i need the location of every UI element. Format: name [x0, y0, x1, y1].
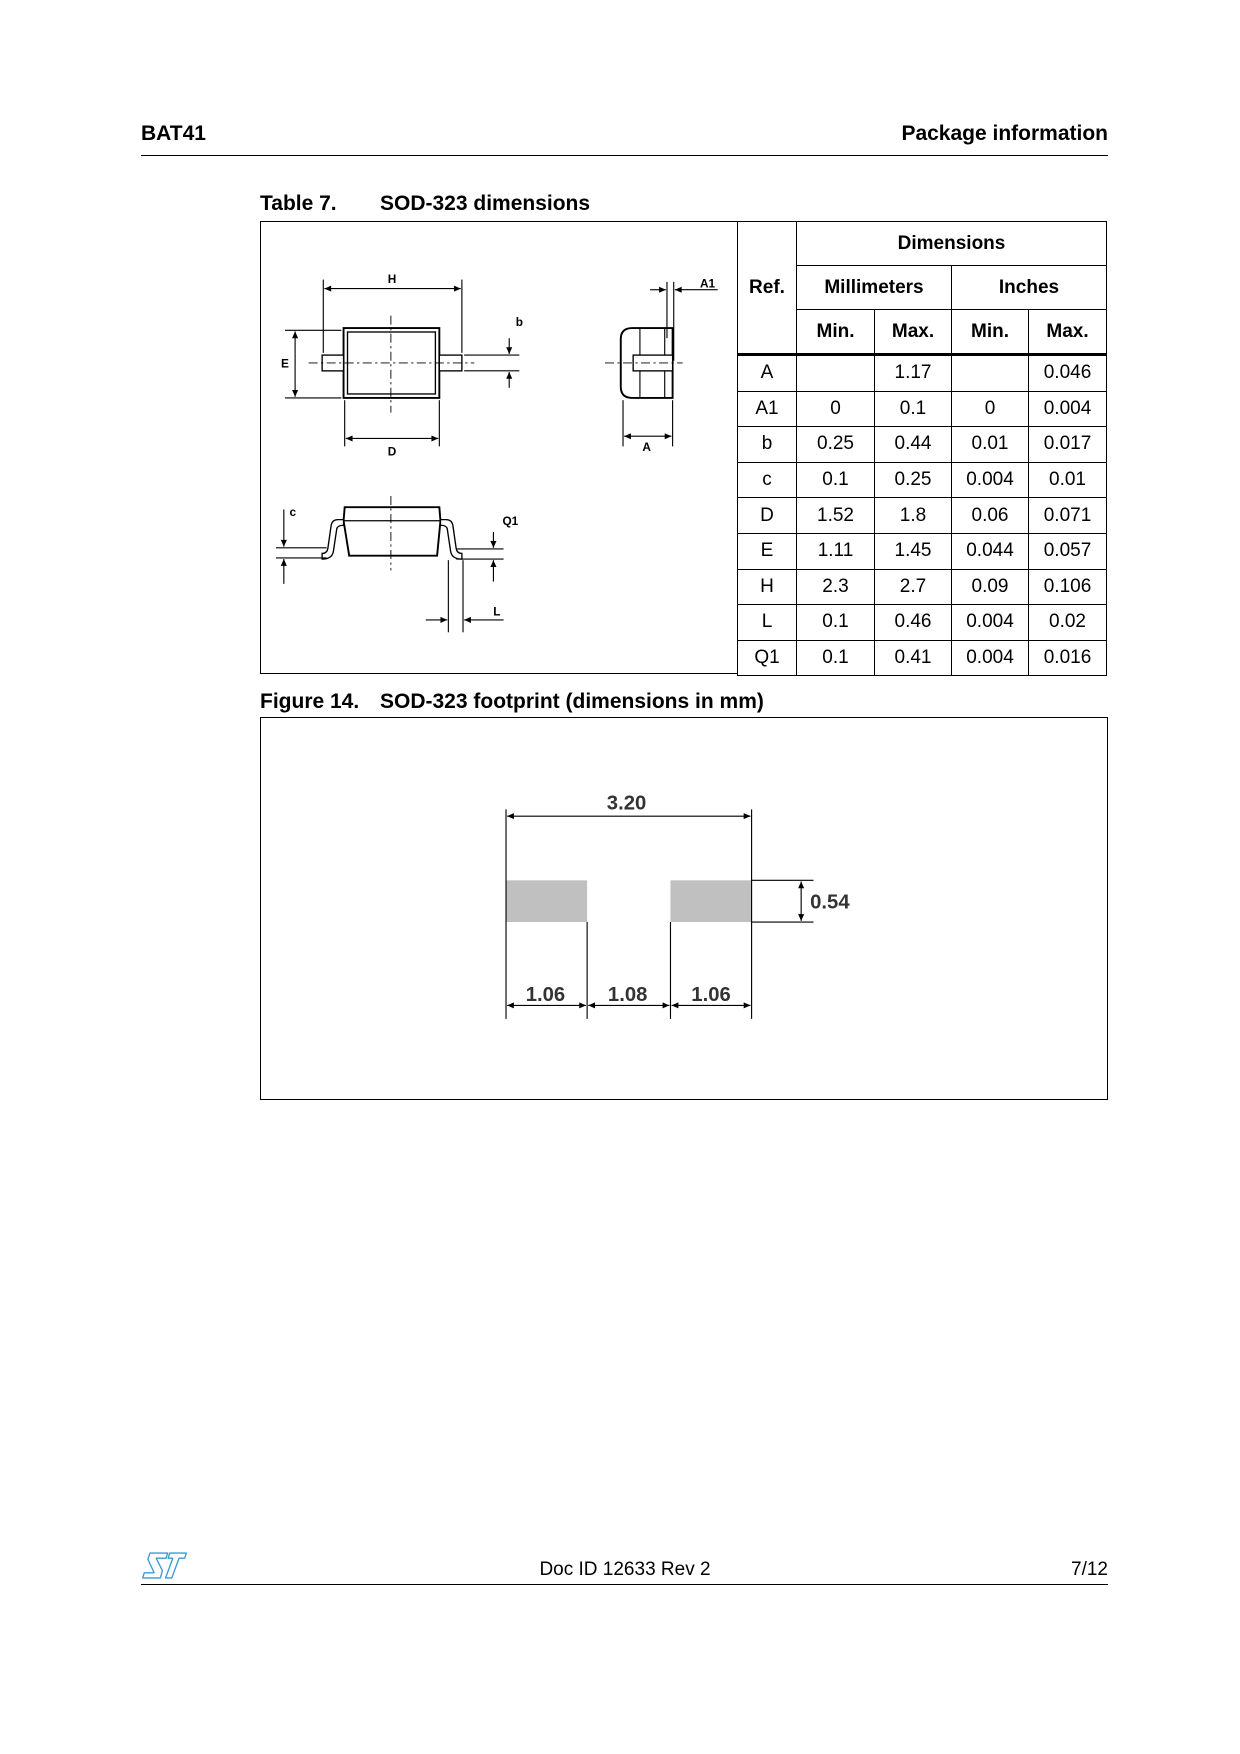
dimensions-header: Dimensions	[797, 222, 1107, 266]
package-drawing	[260, 221, 738, 674]
figure-caption-title: SOD-323 footprint (dimensions in mm)	[380, 690, 764, 713]
label-H: H	[387, 271, 397, 286]
cell-in-max: 0.106	[1029, 569, 1107, 605]
figure-caption-number: Figure 14.	[260, 690, 360, 713]
footprint-figure	[260, 717, 1108, 1100]
cell-mm-max: 2.7	[875, 569, 952, 605]
cell-in-max: 0.057	[1029, 533, 1107, 569]
table-row	[738, 533, 1107, 569]
cell-mm-max: 0.46	[875, 605, 952, 641]
cell-in-max: 0.046	[1029, 355, 1107, 392]
cell-in-min: 0.004	[952, 640, 1029, 676]
millimeters-header: Millimeters	[797, 266, 952, 310]
side-view	[605, 282, 718, 447]
in-max-header: Max.	[1029, 310, 1107, 355]
st-logo	[141, 1552, 188, 1579]
label-D: D	[387, 444, 397, 459]
table-row	[738, 427, 1107, 463]
label-pad-height: 0.54	[810, 891, 850, 914]
cell-in-min: 0	[952, 391, 1029, 427]
gull-wing-lead-right	[440, 520, 461, 559]
cell-mm-max: 0.41	[875, 640, 952, 676]
cell-in-min	[952, 355, 1029, 392]
mm-max-header: Max.	[875, 310, 952, 355]
cell-in-max: 0.017	[1029, 427, 1107, 463]
cell-in-min: 0.044	[952, 533, 1029, 569]
label-pad-left-width: 1.06	[525, 983, 566, 1006]
cell-mm-min: 1.11	[797, 533, 875, 569]
cell-ref: E	[738, 533, 797, 569]
footer-rule	[141, 1584, 1108, 1585]
cell-in-min: 0.01	[952, 427, 1029, 463]
label-pad-right-width: 1.06	[691, 983, 731, 1006]
label-L: L	[493, 604, 501, 619]
cell-mm-min: 0.25	[797, 427, 875, 463]
table-row	[738, 640, 1107, 676]
page-number: 7/12	[1071, 1559, 1108, 1580]
cell-in-min: 0.004	[952, 462, 1029, 498]
cell-ref: A	[738, 355, 797, 392]
cell-ref: c	[738, 462, 797, 498]
document-id: Doc ID 12633 Rev 2	[539, 1559, 711, 1580]
cell-in-max: 0.02	[1029, 605, 1107, 641]
table-row	[738, 605, 1107, 641]
cell-mm-min: 0.1	[797, 462, 875, 498]
cell-mm-min: 0.1	[797, 605, 875, 641]
cell-in-min: 0.06	[952, 498, 1029, 534]
table-header-row	[738, 222, 1107, 266]
label-E: E	[281, 356, 289, 371]
ref-header: Ref.	[738, 222, 797, 355]
cell-ref: A1	[738, 391, 797, 427]
table-caption-number: Table 7.	[260, 192, 337, 215]
label-c: c	[289, 505, 297, 520]
document-part-number: BAT41	[141, 122, 206, 145]
cell-in-max: 0.016	[1029, 640, 1107, 676]
label-b: b	[515, 314, 523, 329]
st-logo-s	[143, 1553, 168, 1578]
pad-left	[506, 880, 587, 922]
label-pad-gap: 1.08	[607, 983, 648, 1006]
cell-in-min: 0.004	[952, 605, 1029, 641]
in-min-header: Min.	[952, 310, 1029, 355]
cell-mm-max: 0.1	[875, 391, 952, 427]
label-A: A	[642, 439, 651, 454]
table-row	[738, 498, 1107, 534]
label-overall-width: 3.20	[606, 792, 647, 815]
inches-header: Inches	[952, 266, 1107, 310]
cell-ref: Q1	[738, 640, 797, 676]
cell-in-max: 0.01	[1029, 462, 1107, 498]
cell-mm-max: 1.17	[875, 355, 952, 392]
body-elevation-outline	[344, 507, 441, 555]
gull-wing-lead-left	[322, 520, 343, 559]
cell-ref: D	[738, 498, 797, 534]
mm-min-header: Min.	[797, 310, 875, 355]
pad-right	[670, 880, 751, 922]
cell-mm-min: 0	[797, 391, 875, 427]
cell-mm-min: 0.1	[797, 640, 875, 676]
cell-ref: H	[738, 569, 797, 605]
footprint-drawing	[260, 717, 1108, 1100]
cell-mm-max: 0.25	[875, 462, 952, 498]
cell-mm-max: 1.45	[875, 533, 952, 569]
st-logo-t	[166, 1553, 187, 1578]
elevation-view	[276, 496, 504, 632]
cell-ref: L	[738, 605, 797, 641]
top-view	[285, 280, 519, 447]
cell-mm-max: 1.8	[875, 498, 952, 534]
dimensions-table	[737, 221, 1107, 676]
cell-mm-min: 1.52	[797, 498, 875, 534]
label-Q1: Q1	[502, 514, 519, 529]
cell-ref: b	[738, 427, 797, 463]
cell-in-max: 0.004	[1029, 391, 1107, 427]
cell-mm-max: 0.44	[875, 427, 952, 463]
cell-mm-min	[797, 355, 875, 392]
label-A1: A1	[699, 276, 716, 291]
cell-mm-min: 2.3	[797, 569, 875, 605]
table-caption-title: SOD-323 dimensions	[380, 192, 591, 215]
table-row	[738, 569, 1107, 605]
table-row	[738, 355, 1107, 392]
table-row	[738, 462, 1107, 498]
package-outline-drawing	[260, 221, 737, 674]
cell-in-max: 0.071	[1029, 498, 1107, 534]
table-row	[738, 391, 1107, 427]
cell-in-min: 0.09	[952, 569, 1029, 605]
section-title: Package information	[901, 122, 1108, 145]
header-rule	[141, 155, 1108, 156]
